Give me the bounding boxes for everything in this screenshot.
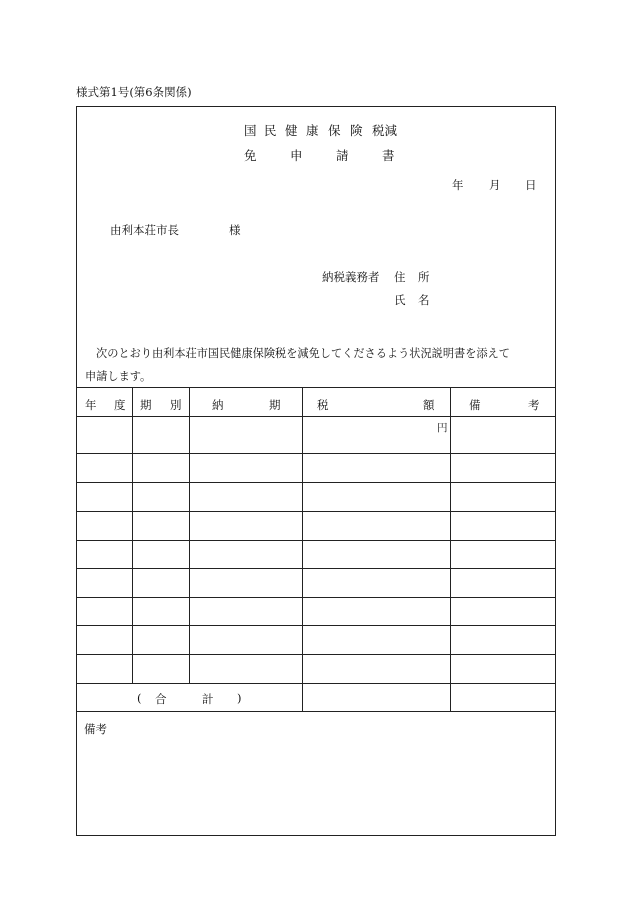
addressee-honorific: 様 <box>229 223 241 237</box>
header-fiscal-year-char: 年 <box>85 398 97 412</box>
statement-line-1: 次のとおり由利本荘市国民健康保険税を減免してくださるよう状況説明書を添えて <box>96 347 510 360</box>
address-label-char: 所 <box>418 270 430 284</box>
header-tax-amount-char: 税 <box>317 398 329 412</box>
title-char: 保 <box>328 123 341 138</box>
header-payment-term-char: 納 <box>212 398 224 412</box>
header-period-char: 別 <box>170 398 182 412</box>
total-label-char: 計 <box>202 692 214 706</box>
header-tax-amount-char: 額 <box>423 398 435 412</box>
header-remarks-char: 備 <box>469 398 481 412</box>
table-row[interactable] <box>77 540 555 568</box>
addressee-name: 由利本荘市長 <box>110 223 179 237</box>
total-open-paren: ( <box>137 691 142 705</box>
tax-amount-unit: 円 <box>437 422 448 434</box>
table-row[interactable] <box>77 482 555 511</box>
title-char: 康 <box>306 123 319 138</box>
header-payment-term-char: 期 <box>269 398 281 412</box>
name-label-char: 氏 <box>394 293 406 307</box>
title-char: 健 <box>285 123 298 138</box>
table-row[interactable] <box>77 568 555 597</box>
title-char: 税減 <box>372 123 398 138</box>
date-month-label: 月 <box>489 178 501 192</box>
header-remarks-char: 考 <box>528 398 540 412</box>
total-close-paren: ) <box>237 691 242 705</box>
title-char: 国 <box>244 123 257 138</box>
table-row[interactable] <box>77 511 555 540</box>
remarks-field[interactable] <box>83 741 549 829</box>
date-day-label: 日 <box>525 178 537 192</box>
table-row[interactable] <box>77 453 555 482</box>
form-number-label: 様式第1号(第6条関係) <box>76 85 192 99</box>
table-row[interactable] <box>77 625 555 654</box>
table-bottom-border <box>77 711 555 712</box>
header-fiscal-year-char: 度 <box>114 398 126 412</box>
header-period-char: 期 <box>140 398 152 412</box>
title-char: 請 <box>336 148 349 163</box>
title-char: 免 <box>244 148 257 163</box>
date-year-label: 年 <box>452 178 464 192</box>
total-label-char: 合 <box>155 692 167 706</box>
table-row[interactable] <box>77 597 555 625</box>
name-label-char: 名 <box>418 293 430 307</box>
title-char: 書 <box>382 148 395 163</box>
statement-line-2: 申請します。 <box>85 370 152 383</box>
table-row[interactable] <box>77 416 555 453</box>
title-char: 申 <box>290 148 303 163</box>
taxpayer-label: 納税義務者 <box>322 270 380 284</box>
total-row-top-border <box>77 683 555 684</box>
table-row[interactable] <box>77 654 555 683</box>
table-top-border <box>77 387 555 388</box>
address-label-char: 住 <box>394 270 406 284</box>
title-char: 民 <box>264 123 277 138</box>
application-form <box>76 106 556 836</box>
title-char: 険 <box>350 123 363 138</box>
remarks-label: 備考 <box>84 722 107 736</box>
